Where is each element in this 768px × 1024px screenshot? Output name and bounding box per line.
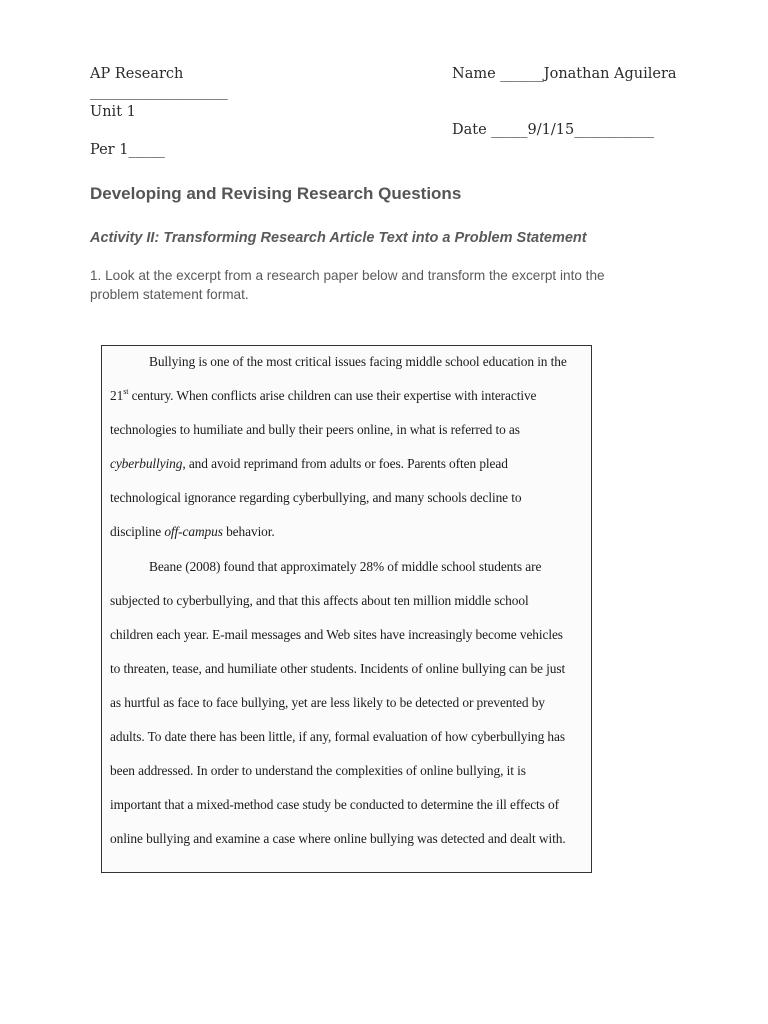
instruction-text: 1. Look at the excerpt from a research paper below and transform the excerpt into the problem statement format. xyxy=(90,268,605,302)
excerpt-text: , and avoid reprimand from adults or foes. Parents often plead xyxy=(182,456,508,471)
excerpt-line: Bullying is one of the most critical issues facing middle school education in the xyxy=(149,354,567,369)
excerpt-line: important that a mixed-method case study be conducted to determine the ill effects of xyxy=(110,797,559,812)
student-name: Name ______Jonathan Aguilera xyxy=(452,66,677,82)
period-label: Per 1_____ xyxy=(90,142,165,158)
excerpt-text: behavior. xyxy=(222,524,275,539)
excerpt-line: online bullying and examine a case where online bullying was detected and dealt with. xyxy=(110,831,566,846)
date-label: Date _____9/1/15___________ xyxy=(452,122,654,138)
excerpt-line: adults. To date there has been little, if any, formal evaluation of how cyberbullying has xyxy=(110,729,565,744)
excerpt-text: 21 xyxy=(110,388,124,403)
excerpt-text: century. When conflicts arise children can use their expertise with interactive xyxy=(128,388,537,403)
superscript: st xyxy=(123,387,129,396)
excerpt-emphasis: cyberbullying xyxy=(110,456,183,471)
excerpt-line: children each year. E-mail messages and Web sites have increasingly become vehicles xyxy=(110,627,563,642)
excerpt-line: been addressed. In order to understand the complexities of online bullying, it is xyxy=(110,763,526,778)
excerpt-line: technologies to humiliate and bully their peers online, in what is referred to as xyxy=(110,422,520,437)
page-title: Developing and Revising Research Questions xyxy=(90,184,462,203)
excerpt-line: to threaten, tease, and humiliate other students. Incidents of online bullying can be just xyxy=(110,661,566,676)
excerpt-line xyxy=(110,456,508,472)
excerpt-text: discipline xyxy=(110,524,165,539)
course-underline: ___________________ xyxy=(90,84,228,100)
excerpt-line xyxy=(110,524,275,540)
course-name: AP Research xyxy=(90,66,184,82)
excerpt-line: technological ignorance regarding cyberbullying, and many schools decline to xyxy=(110,490,522,505)
excerpt-line xyxy=(110,388,536,404)
excerpt-line: as hurtful as face to face bullying, yet are less likely to be detected or prevented by xyxy=(110,695,545,710)
excerpt-line: Beane (2008) found that approximately 28% of middle school students are xyxy=(149,559,542,574)
research-excerpt-box xyxy=(101,345,592,873)
unit-label: Unit 1 xyxy=(90,104,136,120)
excerpt-emphasis: off-campus xyxy=(164,524,223,539)
activity-heading: Activity II: Transforming Research Article Text into a Problem Statement xyxy=(90,230,587,246)
excerpt-line: subjected to cyberbullying, and that this affects about ten million middle school xyxy=(110,593,529,608)
